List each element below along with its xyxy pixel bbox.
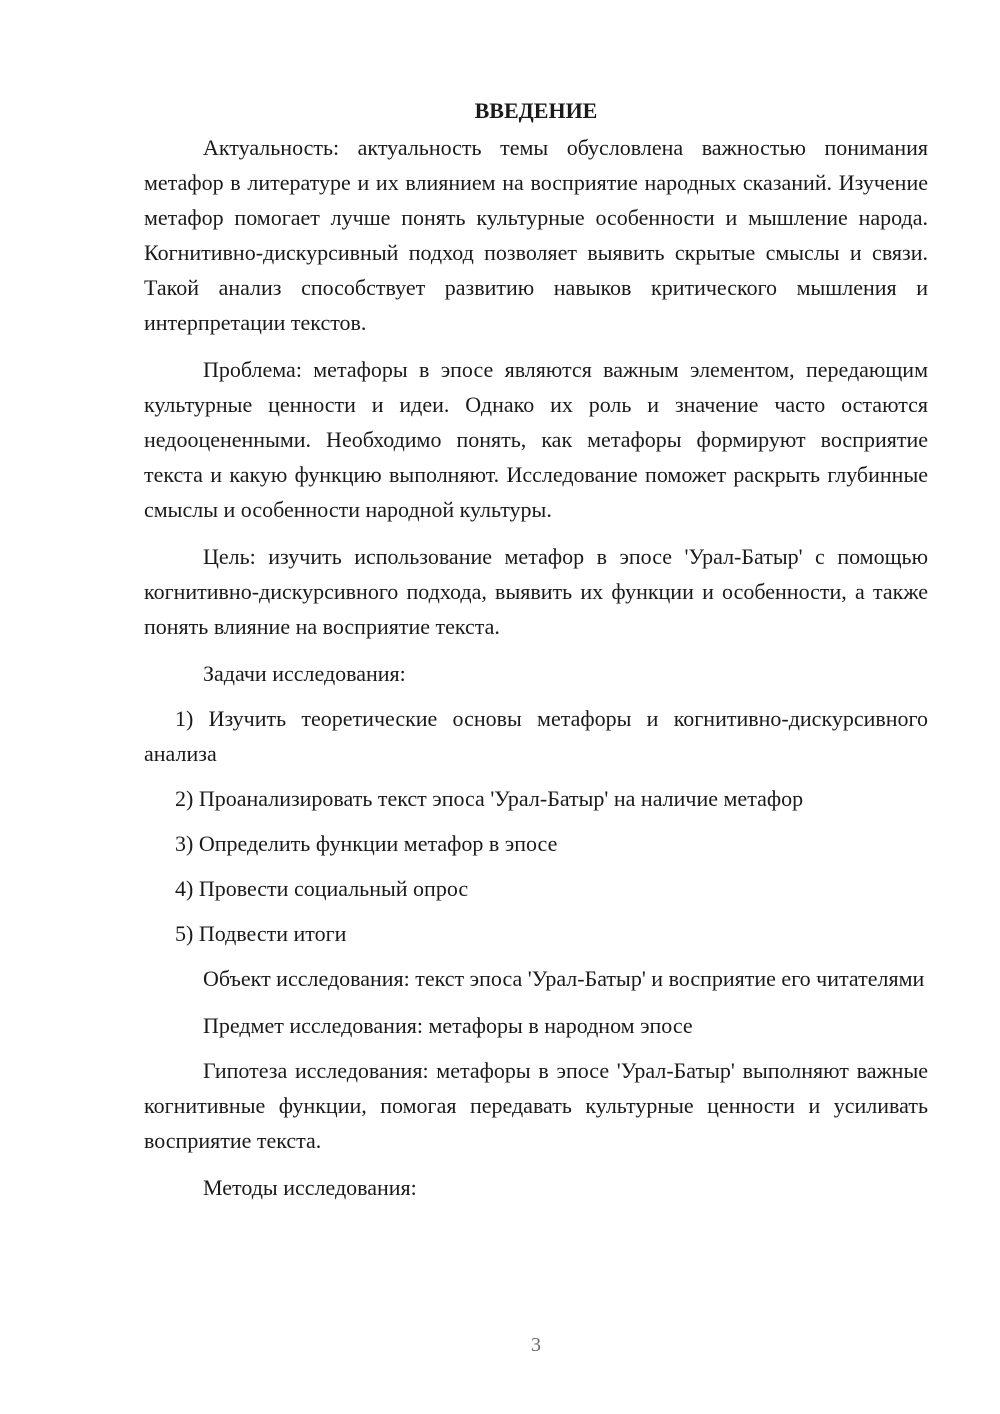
tasks-heading: Задачи исследования:: [203, 661, 406, 686]
goal-paragraph: Цель: изучить использование метафор в эпосе 'Урал-Батыр' с помощью когнитивно-дискурсивного подхода, выявить их функции и особенности, а также понять влияние на восприятие текста.: [144, 544, 928, 639]
object-paragraph: Объект исследования: текст эпоса 'Урал-Батыр' и восприятие его читателями: [203, 966, 925, 991]
subject-paragraph: Предмет исследования: метафоры в народном эпосе: [203, 1013, 693, 1038]
task-item-2: 2) Проанализировать текст эпоса 'Урал-Батыр' на наличие метафор: [175, 786, 804, 811]
page-number: 3: [531, 1334, 541, 1356]
task-item-3: 3) Определить функции метафор в эпосе: [175, 831, 558, 856]
task-item-1: 1) Изучить теоретические основы метафоры и когнитивно-дискурсивного анализа: [144, 706, 928, 766]
hypothesis-paragraph: Гипотеза исследования: метафоры в эпосе 'Урал-Батыр' выполняют важные когнитивные функции, помогая передавать культурные ценности и усиливать восприятие текста.: [144, 1058, 928, 1153]
methods-heading: Методы исследования:: [203, 1175, 417, 1200]
section-heading: ВВЕДЕНИЕ: [474, 98, 598, 123]
problem-paragraph: Проблема: метафоры в эпосе являются важным элементом, передающим культурные ценности и идеи. Однако их роль и значение часто остаются недооцененными. Необходимо понять, как метафоры формируют восприятие текста и какую функцию выполняют. Исследование поможет раскрыть глубинные смыслы и особенности народной культуры.: [144, 357, 928, 522]
document-page: [144, 96, 928, 1217]
task-item-4: 4) Провести социальный опрос: [175, 876, 469, 901]
task-item-5: 5) Подвести итоги: [175, 921, 347, 946]
relevance-paragraph: Актуальность: актуальность темы обусловлена важностью понимания метафор в литературе и их влиянием на восприятие народных сказаний. Изучение метафор помогает лучше понять культурные особенности и мышление народа. Когнитивно-дискурсивный подход позволяет выявить скрытые смыслы и связи. Такой анализ способствует развитию навыков критического мышления и интерпретации текстов.: [144, 135, 928, 335]
